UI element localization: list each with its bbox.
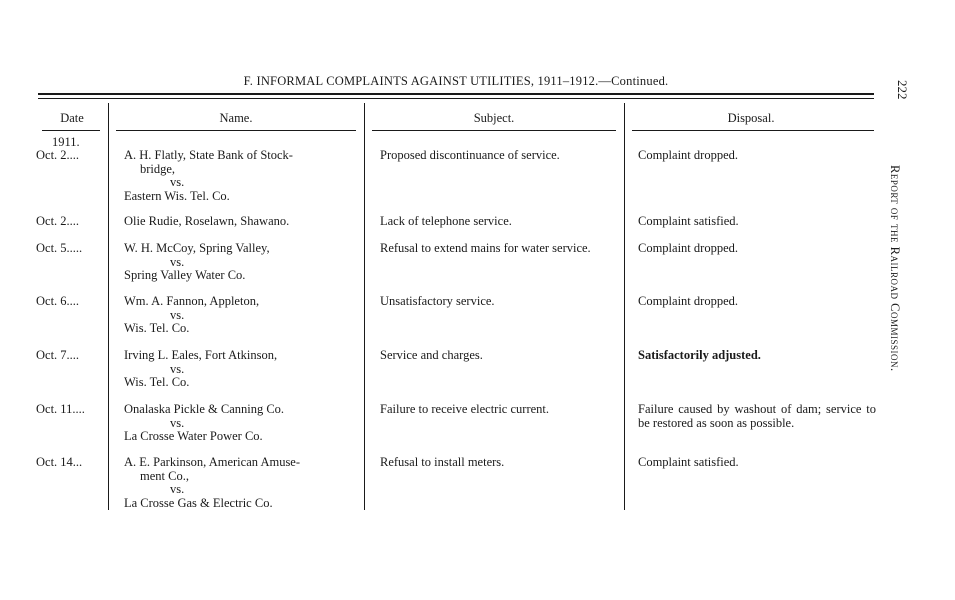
page-number: 222 (895, 80, 910, 100)
header-underline-disposal (632, 130, 874, 131)
running-head: Report of the Railroad Commission. (888, 165, 902, 372)
row-disposal: Complaint satisfied. (638, 214, 739, 228)
column-header-subject: Subject. (473, 111, 515, 125)
complainant: W. H. McCoy, Spring Valley, (124, 241, 270, 255)
row-disposal: Complaint satisfied. (638, 455, 739, 469)
row-subject: Refusal to install meters. (380, 455, 505, 469)
complainant-continued: ment Co., (140, 468, 189, 483)
header-underline-date (42, 130, 100, 131)
row-name (124, 295, 358, 336)
row-disposal: Failure caused by washout of dam; service to be restored as soon as possible. (638, 402, 876, 430)
row-subject: Proposed discontinuance of service. (380, 148, 560, 162)
row-date: Oct. 2.... (36, 214, 80, 228)
complainant: Onalaska Pickle & Canning Co. (124, 402, 285, 416)
versus-label: vs. (170, 175, 185, 189)
row-name (124, 242, 358, 283)
page-title: F. INFORMAL COMPLAINTS AGAINST UTILITIES, 1911–1912.—Continued. (243, 74, 669, 88)
header-rule-thick (38, 93, 874, 95)
respondent: La Crosse Water Power Co. (124, 429, 263, 443)
row-subject: Service and charges. (380, 348, 483, 362)
header-underline-subject (372, 130, 616, 131)
header-underline-name (116, 130, 356, 131)
respondent: Wis. Tel. Co. (124, 321, 190, 335)
row-subject: Unsatisfactory service. (380, 294, 495, 308)
complainant: Wm. A. Fannon, Appleton, (124, 294, 260, 308)
row-date: Oct. 11.... (36, 402, 85, 416)
complainant: A. H. Flatly, State Bank of Stock- (124, 148, 293, 162)
complainant-continued: bridge, (140, 161, 176, 176)
row-disposal: Complaint dropped. (638, 148, 738, 162)
row-date: Oct. 14... (36, 455, 83, 469)
respondent: Wis. Tel. Co. (124, 375, 190, 389)
column-divider-subject (624, 103, 625, 510)
row-date: Oct. 6.... (36, 294, 80, 308)
row-date: Oct. 7.... (36, 348, 80, 362)
row-subject: Lack of telephone service. (380, 214, 512, 228)
column-header-disposal: Disposal. (727, 111, 775, 125)
complainant: Irving L. Eales, Fort Atkinson, (124, 348, 278, 362)
versus-label: vs. (170, 254, 185, 269)
row-subject: Refusal to extend mains for water service. (380, 241, 591, 255)
complainant: A. E. Parkinson, American Amuse- (124, 455, 301, 469)
versus-label: vs. (170, 415, 185, 430)
row-name (124, 349, 358, 390)
row-disposal: Complaint dropped. (638, 241, 738, 255)
column-header-date: Date (60, 111, 84, 125)
respondent: Spring Valley Water Co. (124, 268, 246, 282)
header-rule-thin (38, 98, 874, 99)
year-label: 1911. (52, 135, 80, 149)
row-name (124, 403, 358, 444)
row-name (124, 456, 358, 510)
complainant: Olie Rudie, Roselawn, Shawano. (124, 214, 290, 228)
row-name (124, 215, 358, 229)
row-name (124, 149, 358, 203)
versus-label: vs. (170, 482, 185, 496)
row-subject: Failure to receive electric current. (380, 402, 550, 416)
versus-label: vs. (170, 361, 185, 376)
column-divider-date (108, 103, 109, 510)
row-date: Oct. 5..... (36, 241, 83, 255)
respondent: La Crosse Gas & Electric Co. (124, 495, 273, 510)
versus-label: vs. (170, 307, 185, 322)
row-disposal: Satisfactorily adjusted. (638, 348, 761, 362)
row-disposal: Complaint dropped. (638, 294, 738, 308)
column-divider-name (364, 103, 365, 510)
row-date: Oct. 2.... (36, 148, 80, 162)
column-header-name: Name. (219, 111, 253, 125)
respondent: Eastern Wis. Tel. Co. (124, 188, 230, 203)
